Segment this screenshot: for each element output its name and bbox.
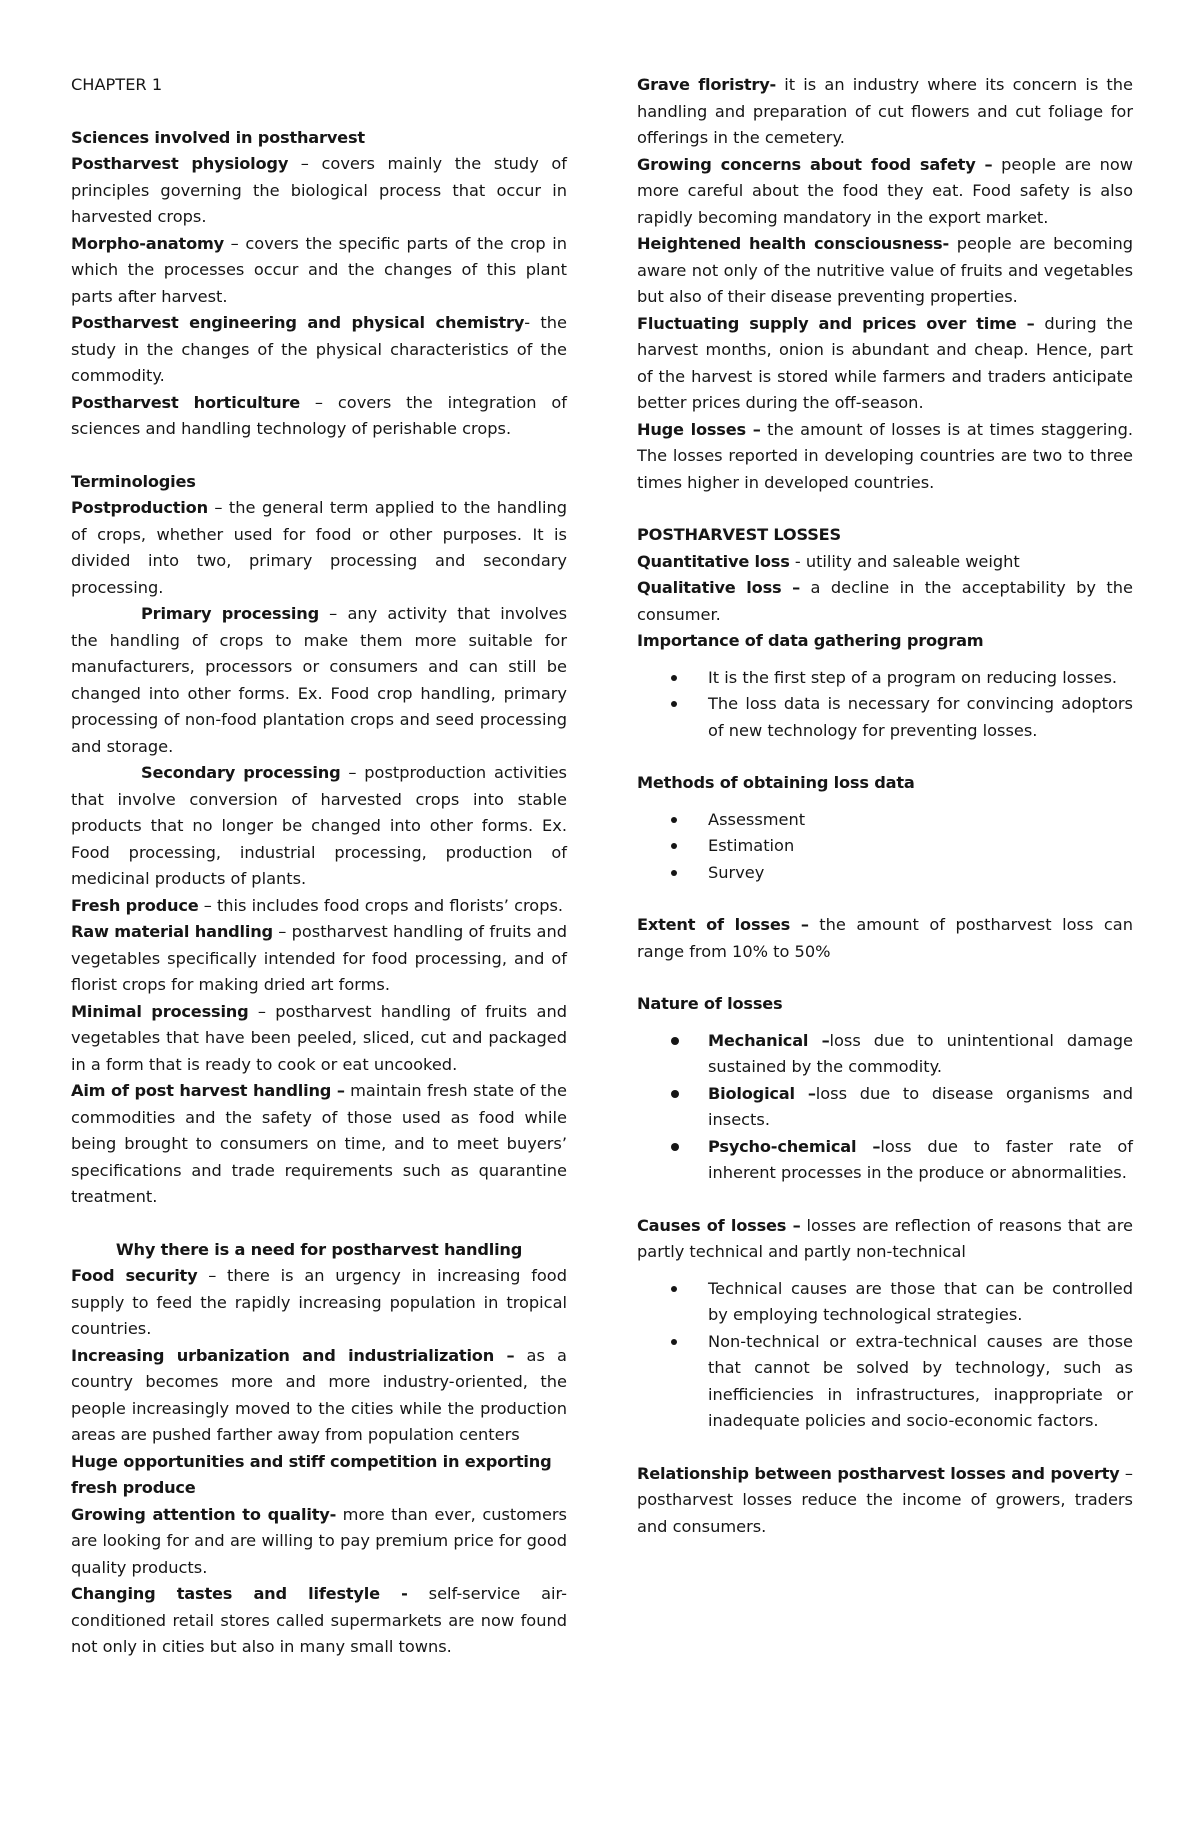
chapter-title: CHAPTER 1 [71,75,163,94]
term-item: Raw material handling – postharvest handling of fruits and vegetables specifically intended for food processing, and of florist crops for making dried art forms. [71,922,567,994]
losses-heading: POSTHARVEST LOSSES [637,525,841,544]
science-item: Postharvest physiology – covers mainly the study of principles governing the biological process that occur in harvested crops. [71,154,567,226]
need-item: Increasing urbanization and industrialization – as a country becomes more and more industry-oriented, the people increasingly moved to the cities while the production areas are pushed farther away from population centers [71,1345,567,1444]
nature-list [637,1028,1133,1187]
list-item: Psycho-chemical –loss due to faster rate of inherent processes in the produce or abnormalities. [637,1134,1133,1187]
spacer [637,744,1133,770]
term-postproduction: Postproduction – the general term applied to the handling of crops, whether used for food or other purposes. It is divided into two, primary processing and secondary processing. [71,498,567,597]
term-primary-processing: Primary processing – any activity that involves the handling of crops to make them more suitable for manufacturers, processors or consumers and can still be changed into other forms. Ex. Food crop handling, primary processing of non-food plantation crops and seed processing and storage. [71,604,568,756]
spacer [637,655,1133,665]
importance-heading: Importance of data gathering program [637,631,984,650]
left-column [71,72,567,1661]
loss-type: Qualitative loss – a decline in the acceptability by the consumer. [637,578,1133,624]
spacer [71,99,567,125]
list-item: Mechanical –loss due to unintentional damage sustained by the commodity. [637,1028,1133,1081]
spacer [637,1187,1133,1213]
term-item: Fresh produce – this includes food crops and florists’ crops. [71,895,564,915]
science-item: Postharvest engineering and physical chemistry- the study in the changes of the physical characteristics of the commodity. [71,313,567,385]
list-item: Non-technical or extra-technical causes are those that cannot be solved by technology, such as inefficiencies in infrastructures, inappropriate or inadequate policies and socio-economic factors. [637,1329,1133,1435]
list-item: Assessment [637,807,1133,834]
need-item: Food security – there is an urgency in increasing food supply to feed the rapidly increasing population in tropical countries. [71,1266,567,1338]
list-item: Technical causes are those that can be controlled by employing technological strategies. [637,1276,1133,1329]
methods-list [637,807,1133,887]
need-item: Growing concerns about food safety – people are now more careful about the food they eat. Food safety is also rapidly becoming mandatory in the export market. [637,154,1134,227]
need-item: Huge losses – the amount of losses is at times staggering. The losses reported in developing countries are two to three times higher in developed countries. [637,419,1133,492]
sciences-heading: Sciences involved in postharvest [71,127,365,147]
need-item: Huge opportunities and stiff competition in exporting fresh produce [71,1451,552,1497]
spacer [637,797,1133,807]
spacer [637,1018,1133,1028]
list-item: Estimation [637,833,1133,860]
list-item: The loss data is necessary for convincing adoptors of new technology for preventing losses. [637,691,1133,744]
term-secondary-processing: Secondary processing – postproduction activities that involve conversion of harvested crops into stable products that no longer be changed into other forms. Ex. Food processing, industrial processing, production of medicinal products of plants. [71,763,567,888]
need-item: Fluctuating supply and prices over time – during the harvest months, onion is abundant and cheap. Hence, part of the harvest is stored while farmers and traders anticipate better prices during the off-season. [637,313,1133,412]
terminologies-heading: Terminologies [71,471,196,491]
importance-list [637,665,1133,745]
need-item: Growing attention to quality- more than ever, customers are looking for and are willing to pay premium price for good quality products. [71,1504,567,1577]
relationship-paragraph: Relationship between postharvest losses and poverty – postharvest losses reduce the income of growers, traders and consumers. [637,1463,1133,1536]
methods-heading: Methods of obtaining loss data [637,773,915,792]
causes-of-losses: Causes of losses – losses are reflection of reasons that are partly technical and partly non-technical [637,1215,1133,1261]
term-item: Minimal processing – postharvest handling of fruits and vegetables that have been peeled, sliced, cut and packaged in a form that is ready to cook or eat uncooked. [71,1001,567,1074]
spacer [637,1435,1133,1461]
right-column [637,72,1133,1540]
spacer [637,965,1133,991]
extent-of-losses: Extent of losses – the amount of postharvest loss can range from 10% to 50% [637,915,1133,961]
need-item: Grave floristry- it is an industry where its concern is the handling and preparation of cut flowers and cut foliage for offerings in the cemetery. [637,75,1134,147]
list-item: It is the first step of a program on reducing losses. [637,665,1133,692]
spacer [71,1211,567,1237]
nature-heading: Nature of losses [637,994,783,1013]
spacer [637,1266,1133,1276]
science-item: Postharvest horticulture – covers the integration of sciences and handling technology of perishable crops. [71,392,567,438]
spacer [71,443,567,469]
list-item: Survey [637,860,1133,887]
need-item: Heightened health consciousness- people are becoming aware not only of the nutritive value of fruits and vegetables but also of their disease preventing properties. [637,234,1133,306]
need-heading: Why there is a need for postharvest handling [115,1239,523,1259]
science-item: Morpho-anatomy – covers the specific parts of the crop in which the processes occur and the changes of this plant parts after harvest. [71,233,567,306]
loss-type: Quantitative loss - utility and saleable weight [637,551,1020,571]
need-item: Changing tastes and lifestyle - self-service air-conditioned retail stores called supermarkets are now found not only in cities but also in many small towns. [71,1584,567,1656]
spacer [637,496,1133,522]
list-item: Biological –loss due to disease organisms and insects. [637,1081,1133,1134]
spacer [637,886,1133,912]
causes-list [637,1276,1133,1435]
term-item: Aim of post harvest handling – maintain fresh state of the commodities and the safety of those used as food while being brought to consumers on time, and to meet buyers’ specifications and trade requirements such as quarantine treatment. [71,1081,567,1206]
